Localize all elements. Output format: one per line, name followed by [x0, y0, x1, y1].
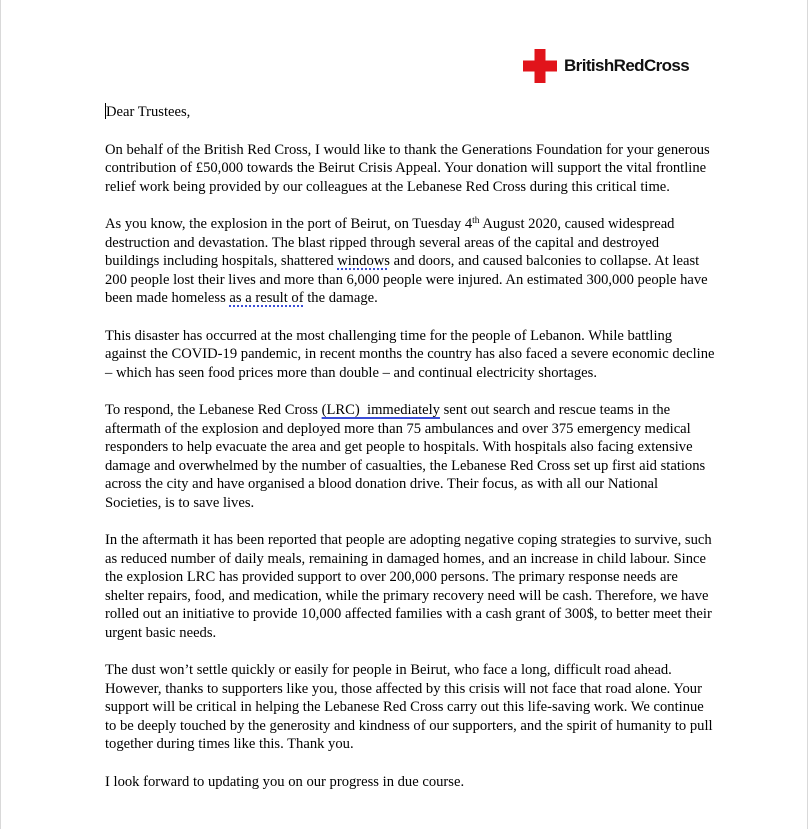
paragraph-4: To respond, the Lebanese Red Cross (LRC) immediately sent out search and rescue teams in the aftermath of the explosion and deployed more than 75 ambulances and over 375 emergency medical responders to help evacuate the area and get people to hospitals. With hospitals also facing extensive damage and overwhelmed by the number of casualties, the Lebanese Red Cross set up first aid stations across the city and have organised a blood donation drive. Their focus, as with all our National Societies, is to save lives.: [105, 402, 706, 511]
grammar-mark-as-a-result-of[interactable]: as a result of: [229, 290, 304, 306]
letter-body[interactable]: [105, 103, 715, 810]
salutation: Dear Trustees,: [106, 104, 191, 120]
paragraph-6: The dust won’t settle quickly or easily for people in Beirut, who face a long, difficult road ahead. However, thanks to supporters like you, those affected by this crisis will not face that road alone. Your support will be critical in helping the Lebanese Red Cross carry out this life-saving work. We continue to be deeply touched by the generosity and kindness of our supporters, and the spirit of humanity to pull together during times like this. Thank you.: [105, 662, 713, 752]
paragraph-3: This disaster has occurred at the most challenging time for the people of Lebanon. While battling against the COVID-19 pandemic, in recent months the country has also faced a severe economic decline – which has seen food prices more than double – and continual electricity shortages.: [105, 327, 715, 381]
paragraph-5: In the aftermath it has been reported that people are adopting negative coping strategies to survive, such as reduced number of daily meals, remaining in damaged homes, and an increase in child labour. Since the explosion LRC has provided support to over 200,000 persons. The primary response needs are shelter repairs, food, and medication, while the primary recovery need will be cash. Therefore, we have rolled out an initiative to provide 10,000 affected families with a cash grant of 300$, to better meet their urgent basic needs.: [105, 532, 712, 641]
grammar-mark-lrc-immediately[interactable]: (LRC) immediately: [321, 402, 440, 418]
british-red-cross-logo: [523, 49, 689, 83]
paragraph-2: As you know, the explosion in the port of Beirut, on Tuesday 4th August 2020, caused widespread destruction and devastation. The blast ripped through several areas of the capital and destroyed buildings including hospitals, shattered windows and doors, and caused balconies to collapse. At least 200 people lost their lives and more than 6,000 people were injured. An estimated 300,000 people have been made homeless as a result of the damage.: [105, 216, 708, 306]
logo-text: BritishRedCross: [564, 56, 690, 75]
grammar-mark-windows[interactable]: windows: [337, 253, 390, 269]
red-cross-icon: [523, 49, 557, 83]
paragraph-7: I look forward to updating you on our progress in due course.: [105, 773, 465, 790]
paragraph-1: On behalf of the British Red Cross, I would like to thank the Generations Foundation for your generous contribution of £50,000 towards the Beirut Crisis Appeal. Your donation will support the vital frontline relief work being provided by our colleagues at the Lebanese Red Cross during this critical time.: [105, 141, 710, 195]
